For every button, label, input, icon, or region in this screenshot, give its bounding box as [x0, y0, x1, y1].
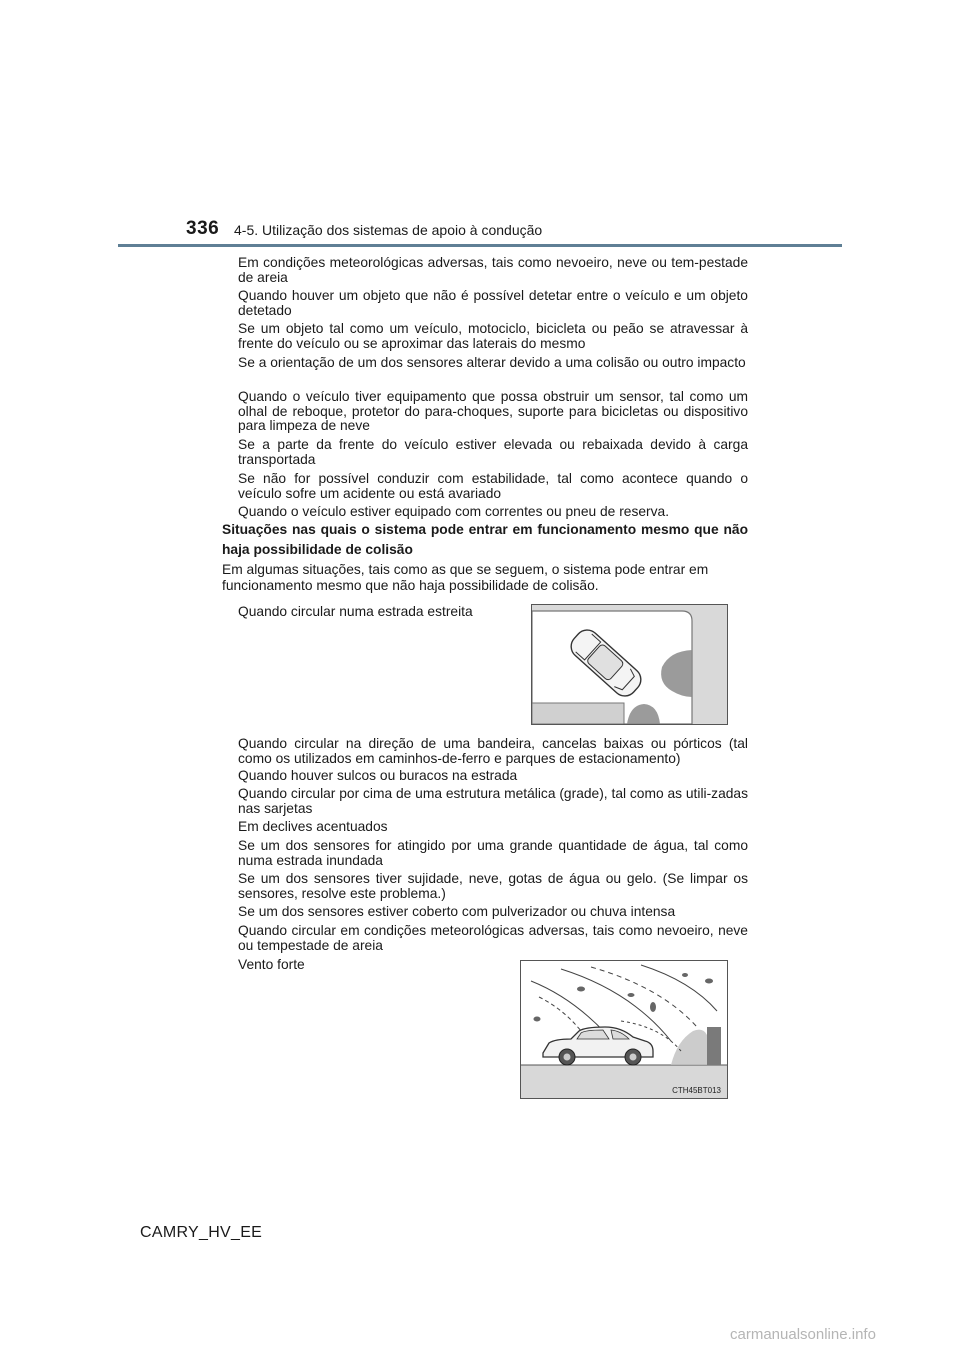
- figure-narrow-road: [531, 604, 728, 725]
- list-item: Se um dos sensores for atingido por uma grande quantidade de água, tal como numa estrada inundada: [238, 838, 748, 868]
- list-item: Quando o veículo estiver equipado com correntes ou pneu de reserva.: [238, 504, 670, 519]
- list-item: Vento forte: [238, 957, 305, 972]
- list-item: Em condições meteorológicas adversas, tais como nevoeiro, neve ou tem-pestade de areia: [238, 255, 748, 285]
- figure-code: CTH45BT013: [672, 1086, 721, 1095]
- list-item: Se a parte da frente do veículo estiver elevada ou rebaixada devido à carga transportada: [238, 437, 748, 467]
- list-item: Quando o veículo tiver equipamento que possa obstruir um sensor, tal como um olhal de reboque, protetor do para-choques, suporte para bicicletas ou dispositivo para limpeza de neve: [238, 389, 748, 433]
- list-item: Quando houver sulcos ou buracos na estrada: [238, 768, 518, 783]
- list-item: Quando circular numa estrada estreita: [238, 604, 473, 619]
- narrow-road-illustration: [532, 605, 727, 724]
- list-item: Se um objeto tal como um veículo, motociclo, bicicleta ou peão se atravessar à frente do veículo ou se aproximar das laterais do mesmo: [238, 321, 748, 351]
- intro-paragraph: Em algumas situações, tais como as que se seguem, o sistema pode entrar em funcionamento mesmo que não haja possibilidade de colisão.: [222, 562, 709, 593]
- list-item: Quando circular em condições meteorológicas adversas, tais como nevoeiro, neve ou tempestade de areia: [238, 923, 748, 953]
- list-item: Se a orientação de um dos sensores alterar devido a uma colisão ou outro impacto: [238, 355, 746, 370]
- footer-model-code: CAMRY_HV_EE: [140, 1224, 263, 1241]
- list-item: Se um dos sensores tiver sujidade, neve, gotas de água ou gelo. (Se limpar os sensores, resolve este problema.): [238, 871, 748, 901]
- list-item: Em declives acentuados: [238, 819, 388, 834]
- list-item: Quando houver um objeto que não é possível detetar entre o veículo e um objeto detetado: [238, 288, 748, 318]
- list-item: Quando circular por cima de uma estrutura metálica (grade), tal como as utili-zadas nas sarjetas: [238, 786, 748, 816]
- list-item: Se um dos sensores estiver coberto com pulverizador ou chuva intensa: [238, 904, 676, 919]
- strong-wind-illustration: [521, 961, 727, 1098]
- section-title: 4-5. Utilização dos sistemas de apoio à condução: [234, 222, 543, 238]
- section-heading: Situações nas quais o sistema pode entrar em funcionamento mesmo que não haja possibilidade de colisão: [222, 522, 748, 557]
- page-number: 336: [186, 218, 220, 239]
- list-item: Se não for possível conduzir com estabilidade, tal como acontece quando o veículo sofre um acidente ou está avariado: [238, 471, 748, 501]
- list-item: Quando circular na direção de uma bandeira, cancelas baixas ou pórticos (tal como os utilizados em caminhos-de-ferro e parques de estacionamento): [238, 736, 748, 766]
- watermark: carmanualsonline.info: [730, 1326, 876, 1343]
- figure-strong-wind: [520, 960, 728, 1099]
- header-rule: [118, 244, 842, 247]
